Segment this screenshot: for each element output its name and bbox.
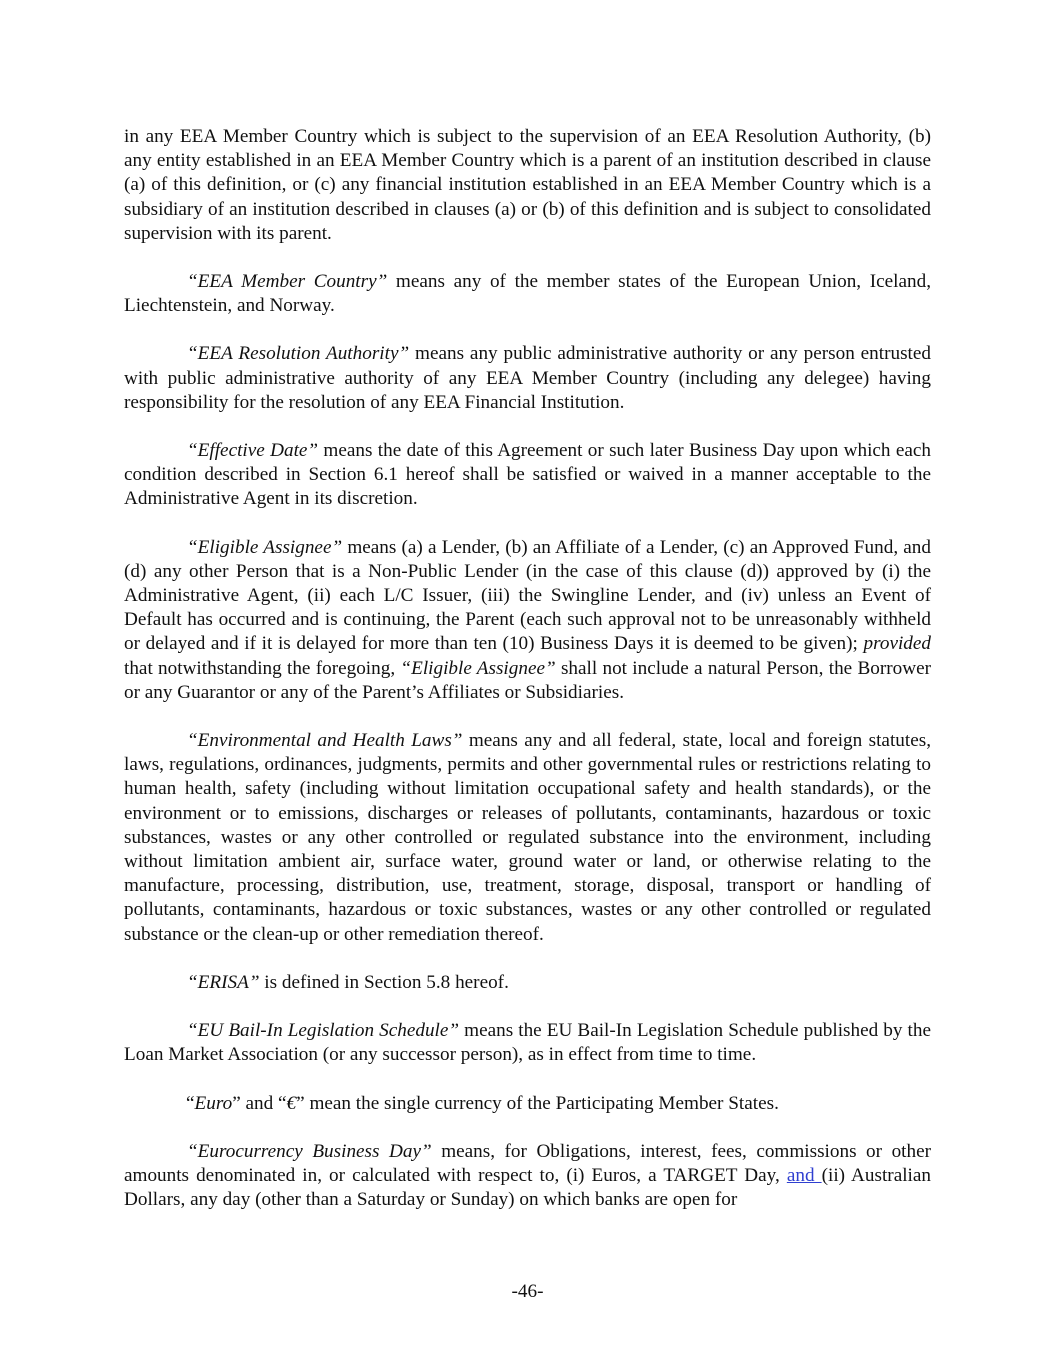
definition-environmental-and-health-laws <box>124 729 931 947</box>
definition-eu-bail-in-legislation-schedule <box>124 1019 931 1067</box>
defined-term: “Effective Date” <box>187 440 319 462</box>
defined-term-reference: “Eligible Assignee” <box>400 657 556 679</box>
provided-proviso: provided <box>863 633 931 655</box>
definition-text: (ii) Australian Dollars, any day (other than a Saturday or Sunday) on which banks are open for <box>124 1164 931 1211</box>
definition-text: that notwithstanding the foregoing, <box>124 657 401 679</box>
definition-eligible-assignee <box>124 536 931 705</box>
paragraph-text: in any EEA Member Country which is subject to the supervision of an EEA Resolution Authority, (b) any entity established in an EEA Member Country which is a parent of an institution described in clause (a) of this definition, or (c) any financial institution established in an EEA Member Country which is a subsidiary of an institution described in clauses (a) or (b) of this definition and is subject to consolidated supervision with its parent. <box>124 126 931 244</box>
definition-text: means any and all federal, state, local and foreign statutes, laws, regulations, ordinances, judgments, permits and other governmental rules or restrictions relating to human health, safety (including without limitation occupational safety and health standards), or the environment or to emissions, discharges or releases of pollutants, contaminants, hazardous or toxic substances, wastes or any other controlled or regulated substance into the environment, including without limitation ambient air, surface water, ground water or land, or otherwise relating to the manufacture, processing, distribution, use, treatment, storage, disposal, transport or handling of pollutants, contaminants, hazardous or toxic substances, wastes or any other controlled or regulated substance or the clean-up or other remediation thereof. <box>124 730 931 945</box>
definition-euro <box>124 1092 931 1116</box>
definition-eea-member-country <box>124 270 931 318</box>
definition-text: means, for Obligations, interest, fees, commissions or other amounts denominated in, or calculated with respect to, (i) Euros, a TARGET Day, <box>124 1140 931 1186</box>
defined-term: “Eurocurrency Business Day” <box>187 1140 432 1162</box>
defined-term-symbol: € <box>286 1092 297 1114</box>
defined-term: “Environmental and Health Laws” <box>187 730 463 752</box>
definition-effective-date <box>124 439 931 512</box>
definition-text: ” mean the single currency of the Participating Member States. <box>296 1092 779 1114</box>
definition-eea-resolution-authority <box>124 342 931 415</box>
definition-text: means any public administrative authority or any person entrusted with public administrative authority of any EEA Member Country (including any delegee) having responsibility for the resolution of any EEA Financial Institution. <box>124 343 931 413</box>
definition-text: is defined in Section 5.8 hereof. <box>259 971 509 993</box>
definition-text: means (a) a Lender, (b) an Affiliate of a Lender, (c) an Approved Fund, and (d) any other Person that is a Non-Public Lender (in the case of this clause (d)) approved by (i) the Administrative Agent, (ii) each L/C Issuer, (iii) the Swingline Lender, and (iv) unless an Event of Default has occurred and is continuing, the Parent (each such approval not to be unreasonably withheld or delayed and if it is delayed for more than ten (10) Business Days it is deemed to be given); <box>124 536 931 655</box>
defined-term: “Eligible Assignee” <box>187 536 343 558</box>
page-number: -46- <box>511 1281 544 1302</box>
definition-erisa <box>124 971 931 995</box>
defined-term: “EEA Member Country” <box>187 271 388 293</box>
open-quote: “ <box>186 1092 195 1114</box>
quote-and: ” and “ <box>232 1092 287 1114</box>
defined-term: Euro <box>194 1092 233 1114</box>
defined-term: “ERISA” <box>187 971 260 993</box>
definition-text: means any of the member states of the European Union, Iceland, Liechtenstein, and Norway. <box>124 271 931 317</box>
definition-text: shall not include a natural Person, the Borrower or any Guarantor or any of the Parent’s Affiliates or Subsidiaries. <box>124 657 931 703</box>
definition-eurocurrency-business-day <box>124 1140 931 1213</box>
document-page <box>124 125 931 1236</box>
definition-text: means the date of this Agreement or such later Business Day upon which each condition described in Section 6.1 hereof shall be satisfied or waived in a manner acceptable to the Administrative Agent in its discretion. <box>124 440 931 510</box>
defined-term: “EEA Resolution Authority” <box>187 343 410 365</box>
definition-text: means the EU Bail-In Legislation Schedule published by the Loan Market Association (or any successor person), as in effect from time to time. <box>124 1020 931 1066</box>
and-link[interactable]: and <box>786 1164 822 1186</box>
defined-term: “EU Bail-In Legislation Schedule” <box>187 1020 460 1042</box>
paragraph-eea-financial-institution-continued <box>124 125 931 246</box>
